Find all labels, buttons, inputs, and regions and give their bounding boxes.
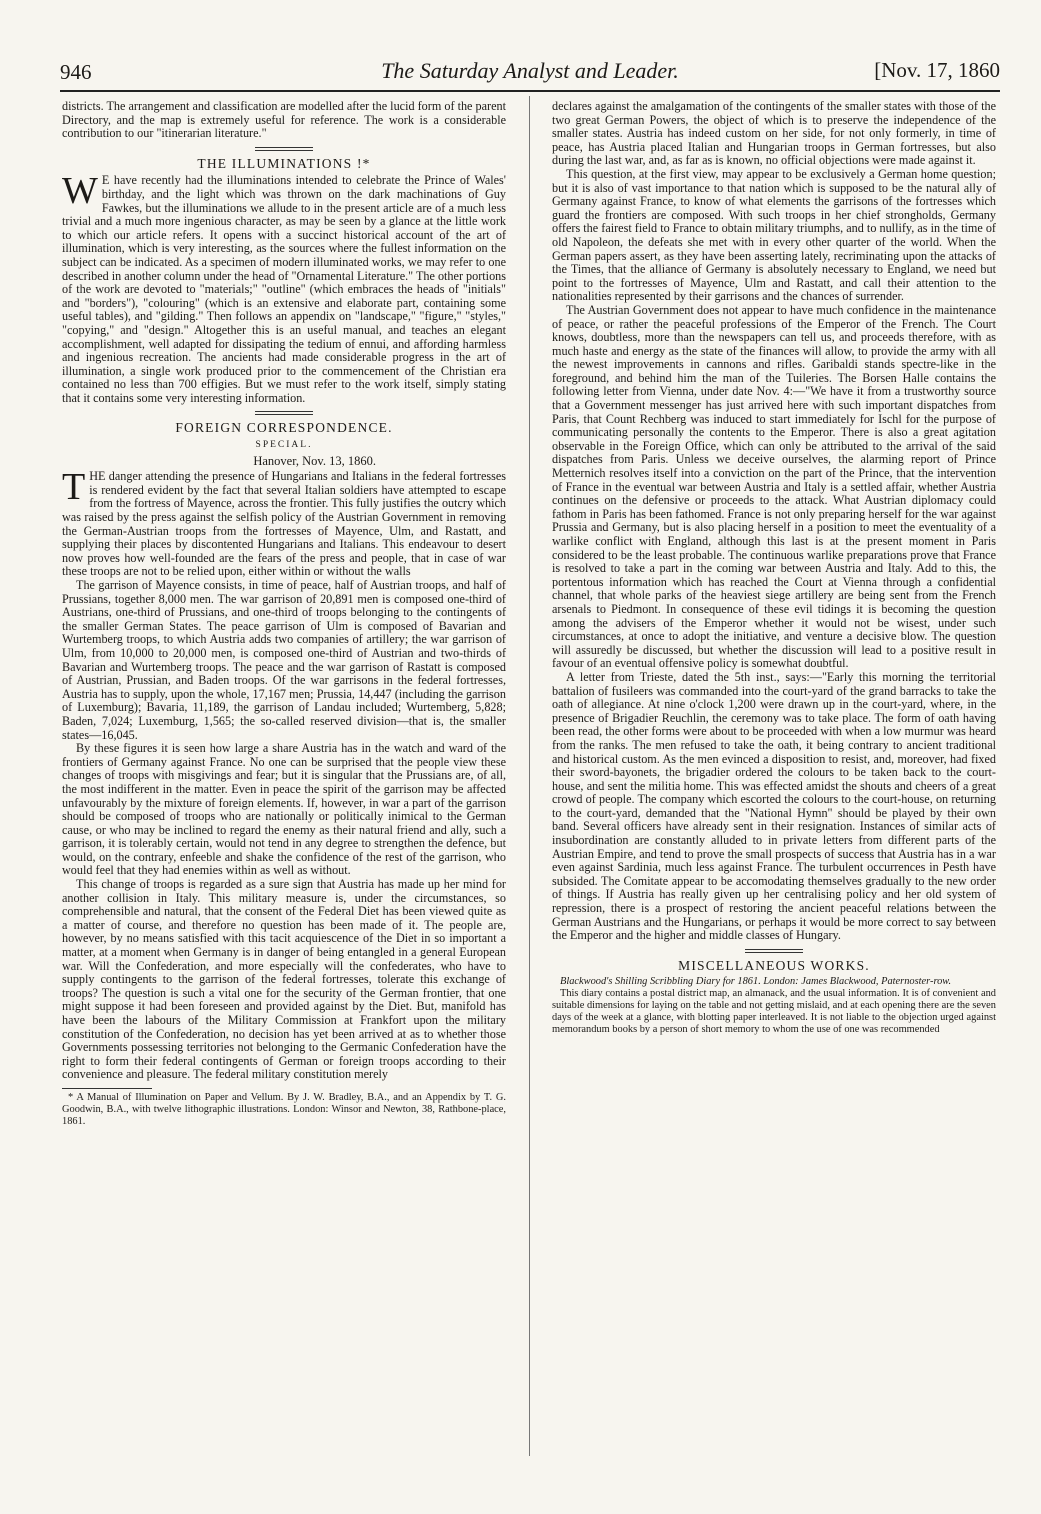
page-header xyxy=(60,52,1000,92)
right-column xyxy=(552,100,996,1400)
illuminations-article xyxy=(62,170,506,405)
page-number: 946 xyxy=(60,60,92,84)
foreign-paragraph-3: By these figures it is seen how large a share Austria has in the watch and ward of the frontiers of Germany against France. No one can be surprised that the people view these changes of troops with misgivings and fear; but it is singular that the Prussians are, of all, the most indifferent in the matter. Even in peace the spirit of the garrison may be affected unfavourably by the mixture of foreign elements. If, however, in war a part of the garrison should be composed of troops who are nationally or politically inimical to the German cause, or who may be inclined to regard the enemy as their natural friend and ally, such a garrison, it is tolerably certain, would not tend in any degree to strengthen the defence, but would, on the contrary, enfeeble and shake the confidence of the rest of the garrison, who would feel that they had enemies within as well as without. xyxy=(62,741,506,878)
column-divider xyxy=(529,96,530,1456)
article-paragraph: A letter from Trieste, dated the 5th inst., says:—"Early this morning the territorial battalion of fusileers was commanded into the court-yard of the grand barracks to take the oath of allegiance. At nine o'clock 1,200 were drawn up in the court-yard, where, in the presence of Brigadier Reuchlin, the ceremony was to take place. The form of oath having been read, the other forms were about to be proceeded with when a low murmur was heard from the ranks. The men refused to take the oath, it being contrary to ancient traditional and historical custom. As the men evinced a disposition to resist, and, moreover, had fixed their sword-bayonets, the brigadier ordered the colours to be taken back to the court-house, and sent the militia home. This was effected amidst the shouts and cheers of a great crowd of people. The company which escorted the colours to the court-house, on returning to the court-yard, demanded that the "National Hymn" should be played by their own band. Several officers have already sent in their resignation. Instances of similar acts of insubordination are constantly alluded to in private letters from different parts of the Austrian Empire, and tend to prove the small prospects of success that Austria has in a war even against Sardinia, much less against France. The turbulent occurrences in Pesth have subsided. The Comitate appear to be accomodating themselves gradually to the new order of things. If Austria has really given up her centralising policy and her old system of repression, there is a prospect of restoring the ancient peaceful relations between the German Austrians and the Hungarians, or perhaps it would be more correct to say between the Emperor and the higher and middle classes of Hungary. xyxy=(552,669,996,943)
header-rule xyxy=(60,90,1000,92)
section-divider xyxy=(745,949,803,953)
article-paragraph: The Austrian Government does not appear to have much confidence in the maintenance of peace, or rather the peaceful professions of the Emperor of the French. The Court knows, doubtless, more than the newspapers can tell us, and proceeds therefore, with as much haste and energy as the state of the finances will allow, to provide the army with all the newest improvements in cannons and rifles. Garibaldi stands spectre-like in the foreground, and behind him the man of the Tuileries. The Borsen Halle contains the following letter from Vienna, under date Nov. 4:—"We have it from a trustworthy source that a Government messenger has just arrived here with such important dispatches from Paris, that Count Rechberg was induced to start immediately for Ischl for the purpose of communicating personally the contents to the Emperor. There is also a great agitation observable in the Foreign Office, which can only be attributed to the arrival of the said dispatches from Paris. Unless we deceive ourselves, the alarming report of Prince Metternich resolves itself into a conviction on the part of the Prince, that the intervention of France in the eventual war between Austria and Italy is a settled affair, whether Austria continues on the defensive or proceeds to the attack. What Austrian diplomacy could fathom in Paris has been fathomed. France is not only preparing herself for the war against Prussia and Germany, but is also placing herself in a position to meet the eventuality of a warlike conflict with England, although this last is at the present moment in Paris considered to be the least probable. The continuous warlike preparations prove that France is resolved to take a part in the coming war between Austria and Italy. Add to this, the portentous information which has reached the Court at Vienna through a confidential channel, that whole parks of the heaviest siege artillery are being sent from the French arsenals to Piedmont. In consequence of these evil tidings it is becoming the question among the advisers of the Emperor whether it would not be wisest, under such circumstances, at once to adopt the initiative, and venture a decisive blow. The question will assuredly be discussed, but whether the discussion will lead to a positive result in favour of an eventual offensive policy is somewhat doubtful. xyxy=(552,302,996,671)
dateline: Hanover, Nov. 13, 1860. xyxy=(253,453,376,468)
masthead-title: The Saturday Analyst and Leader. xyxy=(381,58,679,83)
foreign-body-1: HE danger attending the presence of Hungarians and Italians in the federal fortresses is rendered evident by the fact that several Italian soldiers have attempted to escape from the fortress of Mayence, across the frontier. This fully justifies the outcry which was raised by the press against the selfish policy of the Austrian Government in removing the German-Austrian troops from the fortresses of Mayence, Ulm, and Rastatt, and supplying their places by discontented Hungarians and Italians. This endeavour to desert now proves how well-founded are the fears of the press and people, that in case of war these troops are not to be relied upon, either within or without the walls xyxy=(62,469,506,579)
review-body: This diary contains a postal district map, an almanack, and the usual information. It is of convenient and suitable dimensions for laying on the table and not getting mislaid, and at each opening there are the seven days of the week at a glance, with blotting paper interleaved. It is not liable to the objection urged against memorandum books by a person of short memory to whom the use of one was recommended xyxy=(552,988,996,1036)
review-block xyxy=(552,976,996,1036)
article-paragraph: This question, at the first view, may appear to be exclusively a German home question; but it is also of vast importance to that nation which is supposed to be the natural ally of Germany against France, to know of what elements the garrisons of the fortresses which guard the frontiers are composed. With such troops in her chief strongholds, Germany offers the fairest field to France to obtain military triumphs, and to nullify, as in the time of old Napoleon, the defeats she met with in every other quarter of the world. When the German papers assert, as they have been asserting lately, recriminating upon the attacks of the Times, that the alliance of Germany is absolutely necessary to England, we need but point to the fortresses of Mayence, Ulm and Rastatt, and call their attention to the nationalities represented by their garrisons and the chances of surrender. xyxy=(552,166,996,304)
foreign-paragraph-2: The garrison of Mayence consists, in time of peace, half of Austrian troops, and half of Prussians, together 8,000 men. The war garrison of 20,891 men is composed one-third of Austrians, one-third of Prussians, and one-third of troops belonging to the contingents of the smaller German States. The peace garrison of Ulm is composed of Bavarian and Wurtemberg troops, to which Austria adds two companies of artillery; the war garrison of Ulm, from 10,000 to 20,000 men, is composed one-third of Austrian and two-thirds of Bavarian and Wurtemberg troops. The peace and the war garrison of Rastatt is composed of Austrian, Prussian, and Baden troops. Of the war garrisons in the federal fortresses, Austria has to supply, upon the whole, 17,167 men; Prussia, 14,447 (including the garrison of Luxemburg); Bavaria, 11,189, the garrison of Landau included; Wurtemberg, 5,828; Baden, 7,024; Luxemburg, 1,565; the so-called reserved division—that is, the smaller states—16,045. xyxy=(62,578,506,742)
section-divider xyxy=(255,411,313,415)
continued-paragraph: districts. The arrangement and classification are modelled after the lucid form of the parent Directory, and the map is extremely useful for reference. The work is a considerable contribution to our "itinerarian literature." xyxy=(62,99,506,141)
section-divider xyxy=(255,147,313,151)
continued-paragraph: declares against the amalgamation of the contingents of the smaller states with those of the two great German Powers, the object of which is to preserve the independence of the smaller states. Austria has indeed custom on her side, for not only formerly, in time of peace, has Austria placed Italian and Hungarian troops in German fortresses, but also during the last war, and, as far as is known, no official objections were made against it. xyxy=(552,99,996,168)
foreign-correspondence-heading: FOREIGN CORRESPONDENCE. xyxy=(175,420,393,436)
illuminations-body: E have recently had the illuminations intended to celebrate the Prince of Wales' birthday, and the light which was thrown on the dark machinations of Guy Fawkes, but the illuminations we allude to in the present article are of a much less trivial and a much more ingenious character, as may be seen by a glance at the little work to which our article refers. It opens with a succinct historical account of the art of illumination, which is very interesting, as the sources where the fullest information on the subject can be indicated. As a specimen of modern illuminated works, we may refer to one described in another column under the head of "Ornamental Literature." The other portions of the work are devoted to "materials;" "outline" (which embraces the heads of "initials" and "borders"), "colouring" (which is an extensive and elaborate part, containing some useful tables), and "gilding." Then follows an appendix on "landscape," "figure," "styles," "copying," and "design." Altogether this is an useful manual, and teaches an elegant accomplishment, well adapted for dissipating the tedium of ennui, and affording harmless and ingenious recreation. The ancients had made considerable progress in the art of illumination, a single work produced prior to the commencement of the Christian era contained no less than 700 effigies. But we must refer to the work itself, simply stating that it contains some very interesting information. xyxy=(62,173,506,405)
footnote xyxy=(62,1092,506,1127)
foreign-paragraph-4: This change of troops is regarded as a sure sign that Austria has made up her mind for another collision in Italy. This military measure is, under the circumstances, so comprehensible and natural, that the consent of the Federal Diet has been viewed quite as a matter of course, and therefore no question has been made of it. The people are, however, by no means satisfied with this tacit acquiescence of the Diet in so important a matter, at a moment when Germany is in danger of being entangled in a general European war. Will the Confederation, and more especially will the confederates, who have to supply contingents to the garrison of the federal fortresses, tolerate this exchange of troops? The question is such a vital one for the security of the German frontier, that one might suppose it had been foreseen and provided against by the Diet. But, manifold has have been the labours of the Military Commission at Frankfort upon the military constitution of the Confederation, no decision has yet been arrived at as to whether those Governments possessing territories not belonging to the Germanic Confederation have the right to form their federal contingents of German or foreign troops according to their convenience and pleasure. The federal military constitution merely xyxy=(62,877,506,1082)
issue-date: [Nov. 17, 1860 xyxy=(874,58,1000,82)
book-citation xyxy=(552,976,996,988)
drop-cap: W xyxy=(62,170,98,213)
special-subheading: SPECIAL. xyxy=(255,440,313,451)
miscellaneous-heading: MISCELLANEOUS WORKS. xyxy=(678,957,870,973)
citation-text: Blackwood's Shilling Scribbling Diary for 1861. London: James Blackwood, Paternoster-row. xyxy=(560,976,952,988)
foreign-paragraph-1 xyxy=(62,466,506,579)
footnote-rule xyxy=(62,1088,152,1089)
drop-cap: T xyxy=(62,466,86,509)
footnote-text: * A Manual of Illumination on Paper and Vellum. By J. W. Bradley, B.A., and an Appendix by T. G. Goodwin, B.A., with twelve lithographic illustrations. London: Winsor and Newton, 38, Rathbone-place, 1861. xyxy=(62,1091,506,1127)
left-column xyxy=(62,100,506,1480)
illuminations-heading: THE ILLUMINATIONS !* xyxy=(197,155,371,171)
